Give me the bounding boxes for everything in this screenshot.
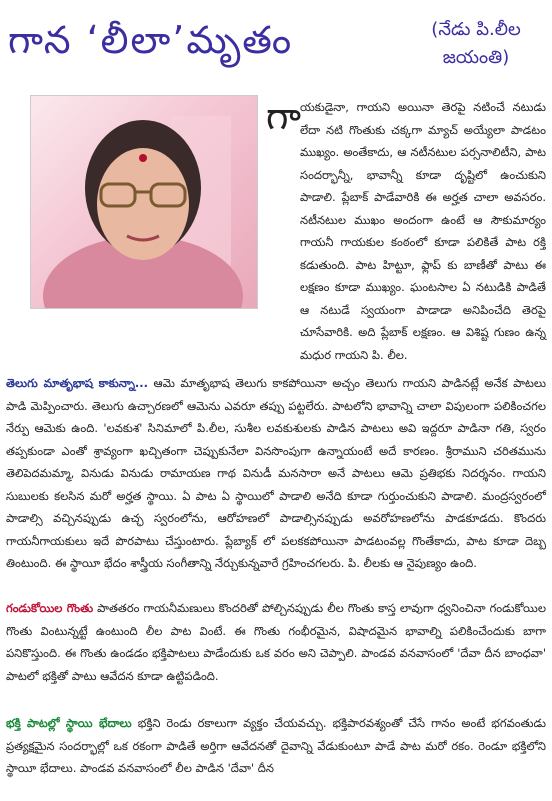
section-2-body: పాతతరం గాయనీమణులు కొందరితో పోల్చినప్పుడు లీల గొంతు కాస్త లావుగా ధ్వనించినా గండుకోయిల గొంతు వింటున్నట్టే ఉంటుంది లీల పాట వింటే. ఈ గొంతు గంభీరమైన, విషాదమైన భావాల్ని పలికించేందుకు బాగా పనికొస్తుంది. ఈ గొంతు ఉండడం భక్తిపాటలు పాడేందుకు ఒక వరం అని చెప్పాలి. పాండవ వనవాసంలో 'దేవా దీన బాంధవా' పాటలో భక్తితో పాటు ఆవేదన కూడా ఉట్టిపడింది. (6, 601, 546, 683)
page-title: గాన ‘లీలా’మృతం (8, 18, 294, 62)
drop-cap: గా (266, 94, 301, 138)
subtitle-line2: జయంతి) (442, 47, 510, 68)
intro-paragraph: యకుడైనా, గాయని అయినా తెరపై నటించే నటుడు లేదా నటి గొంతుకు చక్కగా మ్యాచ్ అయ్యేలా పాడటం ముఖ్యం. అంతేకాదు, ఆ నటీనటుల పర్సనాలిటీని, పాట సందర్భాన్నీ, భావాన్నీ కూడా దృష్టిలో ఉంచుకుని పాడాలి. ప్లేబాక్ పాడేవారికి ఈ అర్హత చాలా అవసరం. నటీనటుల ముఖం అందంగా ఉంటే ఆ సౌకుమార్యం గాయనీ గాయకుల కంఠంలో కూడా పలికితే పాట రక్తి కడుతుంది. పాట హిట్టూ, ఫ్లాప్ కు బాణీతో పాటు ఈ లక్షణం కూడా ముఖ్యం. ఘంటసాల ఏ నటుడికి పాడితే ఆ నటుడే స్వయంగా పాడాడా అనిపించేది తెరపై చూసేవారికి. అది ప్లేబాక్ లక్షణం. ఆ విశిష్ట గుణం ఉన్న మధుర గాయని పి. లీల. (300, 100, 546, 362)
section-1-body: ఆమె మాతృభాష తెలుగు కాకపోయినా అచ్చం తెలుగు గాయని పాడినట్లే అనేక పాటలు పాడి మెప్పించారు. తెలుగు ఉచ్చారణలో ఆమెను ఎవరూ తప్పు పట్టలేరు. పాటలోని భావాన్ని చాలా విపులంగా పలికించగల నేర్పు ఆమెకు ఉంది. 'లవకుశ' సినిమాలో పి.లీల, సుశీల లవకుశులకు పాడిన పాటలు అవి ఇద్దరూ పాడినా గతి, స్వరం తప్పకుండా ఎంతో శ్రావ్యంగా ఖచ్చితంగా చెప్పుకునేలా వినసొంపుగా ఉన్నాయంటే అదే కారణం. శ్రీరాముని చరితమును తెలిపెదమమ్మా, వినుడు వినుడు రామాయణ గాథ వినుడీ మనసారా అనే పాటలు ఆమె ప్రతిభకు నిదర్శనం. గాయని సుబులకు కలసిన మరో అర్హత స్థాయి. ఏ పాట ఏ స్థాయిలో పాడాలి అనేది కూడా గుర్తుంచుకుని పాడాలి. మంద్రస్వరంలో పాడాల్సి వచ్చినప్పుడు ఉచ్ఛ స్వరంలోను, ఆరోహణలో పాడాల్సినప్పుడు అవరోహణలోను పాడకూడదు. కొందరు గాయనీగాయకులు ఇదే పొరపాటు చేస్తుంటారు. ప్లేబ్యాక్ లో పలకకపోయినా పాడటంవల్ల గొంతేకాదు, పాట కూడా దెబ్బ తింటుంది. ఈ స్థాయీ భేదం శాస్త్రీయ సంగీతాన్ని నేర్చుకున్నవారే గ్రహించగలరు. పి. లీలకు ఆ నైపుణ్యం ఉంది. (6, 376, 547, 570)
singer-photo (30, 95, 258, 309)
portrait-illustration (31, 96, 257, 308)
section-1 (6, 372, 546, 575)
section-1-heading: తెలుగు మాతృభాష కాకున్నా... (6, 376, 149, 390)
section-2-heading: గండుకోయిల గొంతు (6, 601, 94, 615)
section-3 (6, 712, 546, 780)
section-3-heading: భక్తి పాటల్లో స్థాయి భేదాలు (6, 716, 132, 730)
subtitle-line1: (నేడు పి.లీల (431, 19, 521, 40)
section-2 (6, 597, 546, 687)
subtitle (406, 16, 546, 72)
section-3-body: భక్తిని రెండు రకాలుగా వ్యక్తం చేయవచ్చు. భక్తిపారవశ్యంతో చేసే గానం అంటే భగవంతుడు ప్రత్యక్షమైన సందర్భాల్లో ఒక రకంగా పాడితే అర్తిగా ఆవేదనతో దైవాన్ని వేడుకుంటూ పాడే పాట మరో రకం. రెండూ భక్తిలోని స్థాయీ భేదాలు. పాండవ వనవాసంలో లీల పాడిన 'దేవా' దీన (6, 716, 546, 775)
